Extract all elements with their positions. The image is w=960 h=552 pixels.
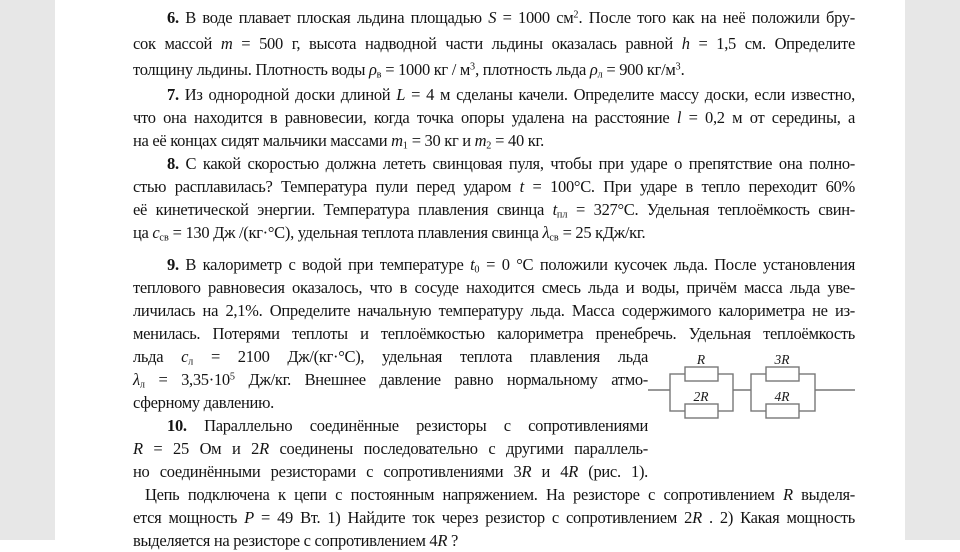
text-line: сферному давлению. bbox=[133, 393, 274, 412]
text-line: толщину льдины. Плотность воды $\rho_в = 1000$ кг / $м^3$, плотность льда $\rho_л = 900$ $кг/м^3$. bbox=[133, 60, 685, 81]
text-line: что она находится в равновесии, когда точка опоры удалена на расстояние l = 0,2 м от середины, а bbox=[133, 108, 856, 127]
text-content bbox=[55, 0, 905, 552]
problem-7 bbox=[133, 83, 855, 152]
document-page bbox=[55, 0, 905, 550]
text-line: 6. В воде плавает плоская льдина площадью S = 1000 $см^2$. После того как на неё положили бру- bbox=[167, 8, 855, 27]
text-line: R = 25 Ом и 2R соединены последовательно с другими параллель- bbox=[133, 439, 648, 458]
circuit-figure bbox=[648, 352, 855, 420]
problem-10-narrow bbox=[133, 414, 648, 483]
text-line: на её концах сидят мальчики массами $m_1 = 30$ кг и $m_2 = 40$ кг. bbox=[133, 131, 544, 152]
resistor-label-2r: 2R bbox=[693, 389, 709, 404]
text-line: стью расплавилась? Температура пули перед ударом t = 100°С. При ударе в тепло переходит 60% bbox=[133, 177, 855, 196]
text-line: но соединёнными резисторами с сопротивлениями 3R и 4R (рис. 1). bbox=[133, 462, 648, 481]
text-line: сок массой m = 500 г, высота надводной части льдины оказалась равной h = 1,5 см. Определите bbox=[133, 34, 855, 53]
text-and-figure-row bbox=[133, 345, 855, 483]
problem-10-full-width bbox=[133, 483, 855, 552]
text-line: выделяется на резисторе с сопротивлением 4R ? bbox=[133, 531, 459, 550]
problem-8 bbox=[133, 152, 855, 244]
text-line: 9. В калориметр с водой при температуре $t_0 = 0$ °С положили кусочек льда. После установления bbox=[167, 255, 855, 276]
resistor-label-3r: 3R bbox=[774, 352, 790, 367]
text-line: теплового равновесия оказалось, что в сосуде находится смесь льда и воды, причём масса льда уве- bbox=[133, 278, 855, 297]
text-line: ется мощность P = 49 Вт. 1) Найдите ток через резистор с сопротивлением 2R . 2) Какая мощность bbox=[133, 508, 855, 527]
text-line: льда $c_л = 2100$ Дж/(кг·°С), удельная теплота плавления льда bbox=[133, 347, 648, 368]
text-line: 7. Из однородной доски длиной L = 4 м сделаны качели. Определите массу доски, если известно, bbox=[167, 85, 855, 104]
text-line: её кинетической энергии. Температура плавления свинца $t_{пл} = 327^\circ С$. Удельная теплоёмкость свин- bbox=[133, 200, 856, 221]
text-line: личилась на 2,1%. Определите начальную температуру льда. Масса содержимого калориметра не из- bbox=[133, 301, 855, 320]
resistor-box-3r bbox=[766, 367, 799, 381]
problem-9-full-width bbox=[133, 253, 855, 345]
text-line: Цепь подключена к цепи с постоянным напряжением. На резисторе с сопротивлением R выделя- bbox=[145, 485, 855, 504]
problem-6 bbox=[133, 5, 855, 83]
problem-9-narrow bbox=[133, 345, 648, 414]
figure-column bbox=[648, 345, 855, 420]
resistor-box-4r bbox=[766, 404, 799, 418]
text-line: ца $c_{св} = 130$ Дж /(кг·°С), удельная теплота плавления свинца $\lambda_{св} = 25$ кДж/кг. bbox=[133, 223, 646, 244]
circuit-wires bbox=[648, 367, 855, 418]
resistor-box-2r bbox=[685, 404, 718, 418]
resistor-box-r bbox=[685, 367, 718, 381]
text-line: 10. Параллельно соединённые резисторы с сопротивлениями bbox=[167, 416, 648, 435]
resistor-label-4r: 4R bbox=[774, 389, 790, 404]
text-line: менилась. Потерями теплоты и теплоёмкостью калориметра пренебречь. Удельная теплоёмкость bbox=[133, 324, 855, 343]
text-line: $\lambda_л = 3,35\cdot 10^5$ Дж/кг. Внешнее давление равно нормальному атмо- bbox=[133, 370, 648, 391]
resistor-label-r: R bbox=[696, 352, 706, 367]
text-line: 8. С какой скоростью должна лететь свинцовая пуля, чтобы при ударе о препятствие она полно- bbox=[167, 154, 855, 173]
narrow-text-column bbox=[133, 345, 648, 483]
